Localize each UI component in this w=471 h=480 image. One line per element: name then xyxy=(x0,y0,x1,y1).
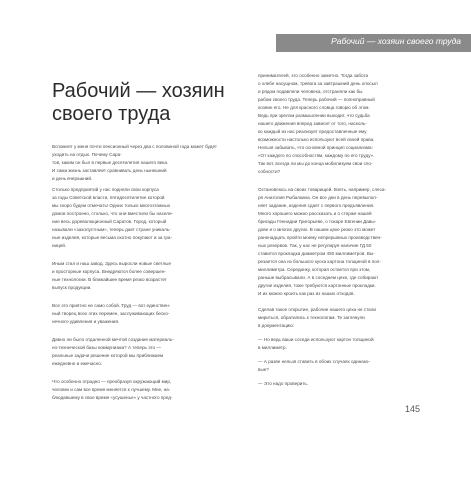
paragraph-text: Остановлюсь на своих товарищей. Взять, например, слеса- ря Анатолия Рыбалкина. Он все дни в день перевыпол- няет задание, изделия сдает с первого предъявления. Много хорошего можно рассказать и о стерже нашей бригады Геннадии Григорьеве, о токаре Евгении Давы- дове и о многих других. В нашем цехе резко это может раненадцать пройти моему непрерывных производствен- ных резервов. Так, у нас не регулируя наличие ГД 50 ставится прокладка диаметром 450 миллиметров. Вы- резается она из большого куска картона толщиной в пол- миллиметра. Серединку, которая остается при этом, раньше выбрасывали. А в соседнем цехе, где собирают другие изделия, тоже требуются картонные прокладки. И их можно кроить как раз из наших отходов. xyxy=(258,187,386,296)
paragraph-text: Сделав такое открытие, рабочие нашего цеха не стали мириться, обратились к технологам. Те заглянули в документацию: xyxy=(258,307,376,328)
right-paragraph xyxy=(258,186,435,298)
left-paragraph xyxy=(52,336,229,368)
paragraph-text: принимателей, это особенно заметно. Тогда забота о хлебе насущном, тревога за завтрашний день опосыл и рядом подавляли человека, отстраняли как бы рабом своего труда. Теперь рабочий — полноправный хозяин его. Не для красного словца говорю об этом. Ведь при зрелом размышлении выходит, что судьба нашего движения вперед зависит от того, насколь- ко каждый из нас реализует предоставленные ему возможности настолько используют всей своей права. Нельзя забывать, что основной принцип социализма: «От каждого по способностям, каждому по его труду». Так вот, всегда ли мы до конца мобилизуем свои спо- собности? xyxy=(258,73,378,174)
article-title-line-1: Рабочий — хозяин xyxy=(52,80,225,102)
page-number: 145 xyxy=(405,404,421,414)
right-paragraph xyxy=(258,336,435,352)
right-paragraph xyxy=(258,306,435,330)
running-header-band xyxy=(276,34,471,52)
paragraph-text: Вспомнят у меня почти пенсионный через два с половиной года может будет уходить на отдых. Почему Сара- тов, каким он был в первые десятилетия нашего века. И сама жизнь заставляет сравнивать день нынешний и день вчерашний. xyxy=(52,144,217,181)
left-paragraph xyxy=(52,302,229,326)
right-paragraph xyxy=(258,380,435,388)
running-header-title: Рабочий — хозяин своего труда xyxy=(331,36,461,46)
paragraph-text: — Это надо проверить. xyxy=(258,381,309,386)
paragraph-text: Давно ли было отдаленной мечтой создание материаль- но-технической базы коммунизма? А теперь это — реальные задачи решение которой мы приближаем ежедневно и ежечасно. xyxy=(52,337,174,366)
left-paragraph xyxy=(52,186,229,250)
left-paragraph xyxy=(52,143,229,183)
left-paragraph xyxy=(52,260,229,292)
paragraph-text: — А разве нельзя ставить в обоих случаях одинако- вые? xyxy=(258,359,370,372)
right-paragraph xyxy=(258,72,435,176)
paragraph-text: Иным стал и наш завод. Здесь выросли новые светлые и просторные корпуса. Внедряются более совершен- ные технологии. В ближайшее время резко возрастет выпуск продукции. xyxy=(52,261,172,290)
article-title-line-2: своего труда xyxy=(52,103,171,125)
paragraph-text: Что особенно отрадно — преобразуя окружающий мир, человек и сам все время меняется к лучшему. Мне, на- блюдавшему в свое время «усушенье» у частного пред- xyxy=(52,379,173,400)
left-paragraph xyxy=(52,378,229,402)
paragraph-text: — Но ведь ваши соседи используют картон толщиной в миллиметр. xyxy=(258,337,374,350)
paragraph-text: Все это приятно не само собой. Труд — вот единствен- ный творец всех этих перемен, заслуживающих беско- нечного удивления и уважения. xyxy=(52,303,171,324)
paragraph-text: Столько предприятий у нас подняли свои корпуса за годы Советской власти, пятидесятилетие которой мы скоро будем отмечать! Одних только многоэтажных домов построено, столько, что они вместили бы населе- ние весь дореволюционный Саратов. Город, который называли «захолустным», теперь дает стране уникаль- ные изделия, которые весьма охотно покупают и за гра- ницей. xyxy=(52,187,174,248)
article-title xyxy=(52,80,252,126)
right-paragraph xyxy=(258,358,435,374)
